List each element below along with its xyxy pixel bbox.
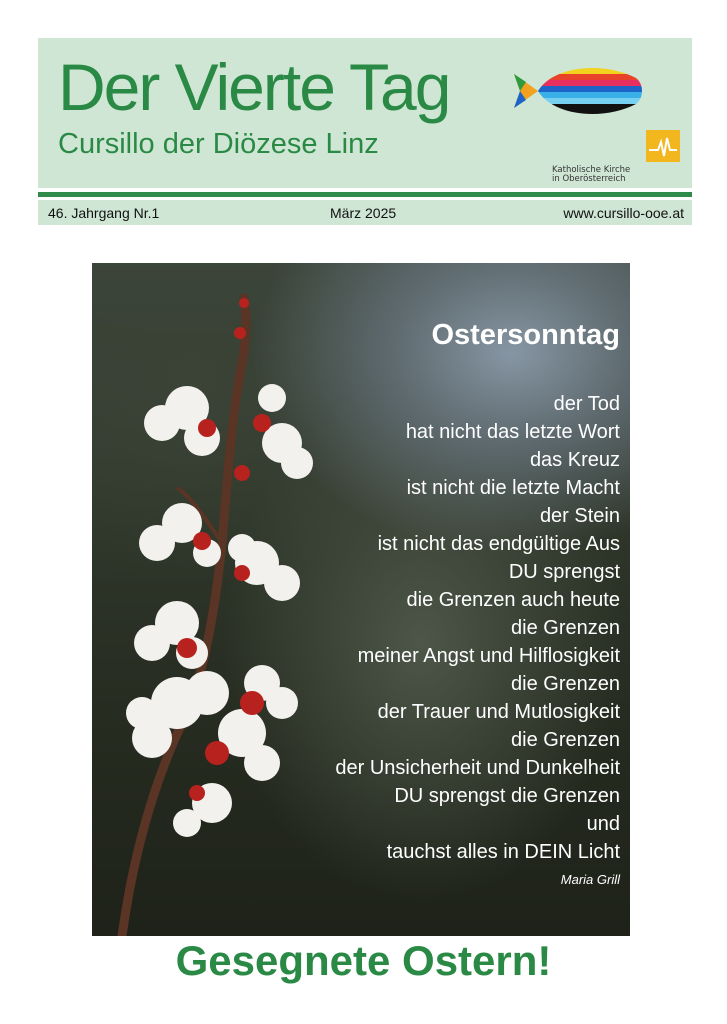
poem-author: Maria Grill (560, 872, 620, 887)
issue-date: März 2025 (330, 205, 397, 221)
poem-line: DU sprengst die Grenzen (394, 785, 620, 807)
masthead (38, 38, 692, 188)
church-logo-text: Katholische Kirche in Oberösterreich (552, 165, 631, 184)
poem-title: Ostersonntag (431, 319, 620, 351)
poem-line: die Grenzen (511, 673, 620, 695)
poem (335, 321, 620, 887)
poem-line: das Kreuz (529, 449, 620, 471)
poem-line: meiner Angst und Hilflosigkeit (357, 645, 620, 667)
poem-line: der Unsicherheit und Dunkelheit (335, 757, 620, 779)
easter-greeting: Gesegnete Ostern! (175, 937, 552, 984)
website-link[interactable]: www.cursillo-ooe.at (563, 205, 684, 221)
poem-line: der Tod (553, 393, 620, 415)
poem-line: der Trauer und Mutlosigkeit (377, 701, 620, 723)
poem-line: tauchst alles in DEIN Licht (386, 841, 620, 863)
poem-line: DU sprengst (508, 561, 620, 583)
newsletter-title: Der Vierte Tag (58, 50, 450, 124)
cursillo-fish-logo (508, 56, 648, 126)
poem-line: die Grenzen (511, 617, 620, 639)
newsletter-subtitle: Cursillo der Diözese Linz (58, 128, 379, 160)
poem-line: ist nicht das endgültige Aus (377, 533, 620, 555)
poem-line: ist nicht die letzte Macht (406, 477, 620, 499)
poem-line: der Stein (539, 505, 620, 527)
cover-photo (92, 263, 630, 936)
masthead-divider (38, 192, 692, 197)
poem-line: die Grenzen auch heute (406, 589, 620, 611)
issue-info-bar (38, 200, 692, 225)
church-logo (550, 128, 682, 184)
church-logo-icon (646, 130, 680, 162)
issue-number: 46. Jahrgang Nr.1 (48, 205, 160, 221)
poem-line: und (586, 813, 620, 835)
poem-line: die Grenzen (511, 729, 620, 751)
poem-line: hat nicht das letzte Wort (405, 421, 620, 443)
